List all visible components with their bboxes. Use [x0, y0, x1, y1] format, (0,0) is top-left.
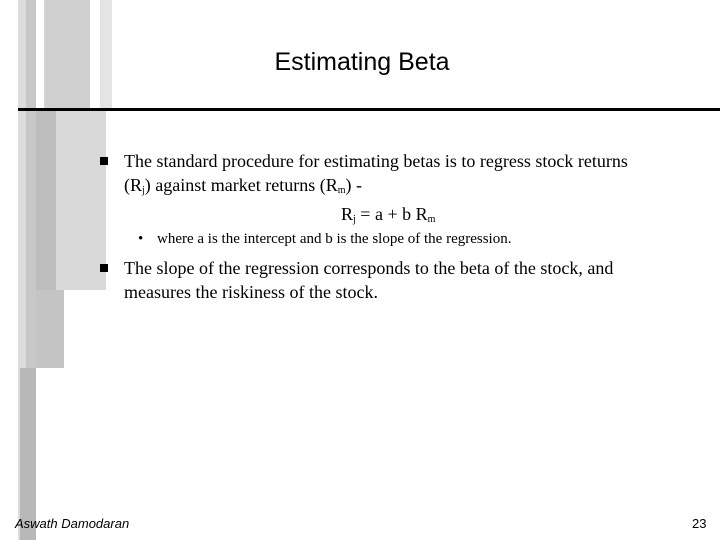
text-fragment: R	[341, 204, 354, 224]
subscript: j	[142, 185, 145, 196]
background-stripe	[20, 368, 36, 540]
bullet-2-line-2: measures the riskiness of the stock.	[124, 282, 378, 302]
sub-bullet-text: where a is the intercept and b is the slope of the regression.	[157, 231, 512, 247]
background-stripe	[36, 110, 56, 290]
footer-author: Aswath Damodaran	[15, 516, 130, 531]
bullet-square-icon	[100, 264, 108, 272]
background-stripe	[36, 290, 64, 368]
background-stripe	[56, 110, 106, 290]
subscript: m	[427, 214, 436, 225]
bullet-1-line-1: The standard procedure for estimating betas is to regress stock returns	[124, 151, 628, 171]
bullet-1-line-2	[124, 173, 362, 203]
text-fragment: = a + b R	[355, 204, 428, 224]
sub-bullet-marker: •	[138, 231, 144, 247]
title-divider	[18, 108, 720, 111]
regression-equation	[341, 202, 435, 232]
text-fragment: ) against market returns (R	[144, 175, 338, 195]
bullet-2-line-1: The slope of the regression corresponds to the beta of the stock, and	[124, 258, 614, 278]
bullet-square-icon	[100, 157, 108, 165]
page-number: 23	[692, 516, 707, 531]
subscript: m	[337, 185, 346, 196]
slide-title: Estimating Beta	[274, 48, 450, 76]
subscript: j	[353, 214, 356, 225]
text-fragment: ) -	[345, 175, 362, 195]
text-fragment: (R	[124, 175, 142, 195]
